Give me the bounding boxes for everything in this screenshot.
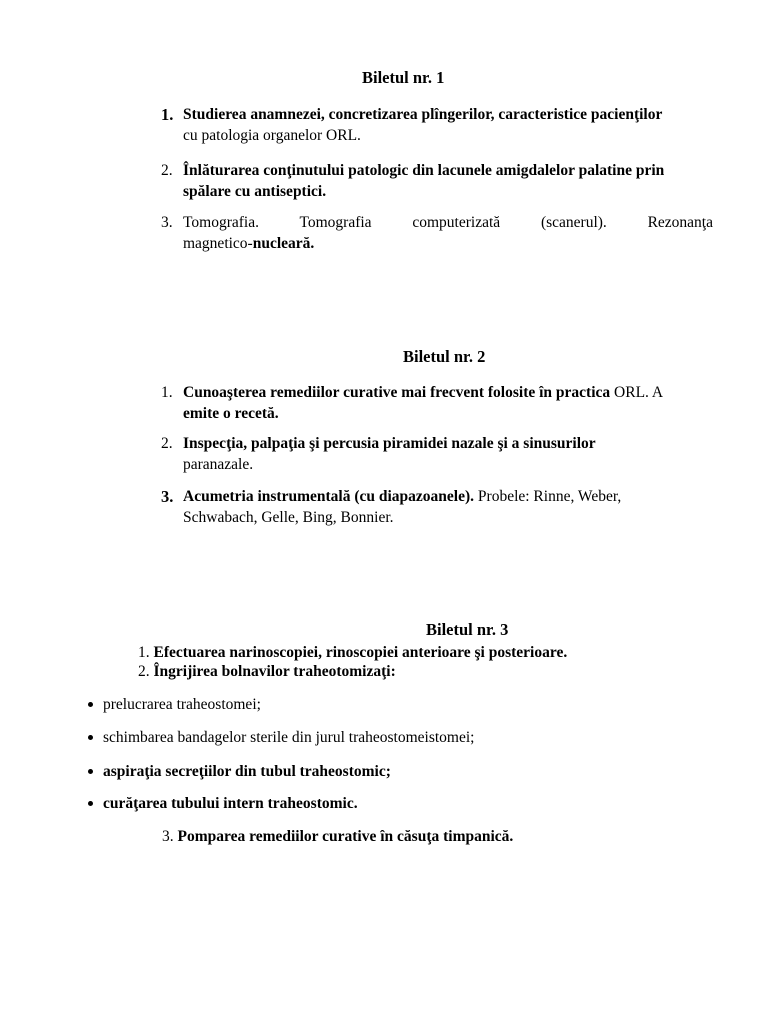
bullet-text: curăţarea tubului intern traheostomic. [103,795,358,812]
question-text-part: Probele: Rinne, Weber, [477,488,622,505]
bullet-text: prelucrarea traheostomei; [103,696,261,713]
question-text-line: Tomografia. Tomografia computerizată (scanerul). Rezonanţa [183,214,713,231]
question-text-line: paranazale. [183,456,254,473]
question-text-line: Înlăturarea conţinutului patologic din lacunele amigdalelor palatine prin [183,162,665,179]
question-number: 3. [162,828,174,845]
bullet-icon [88,702,93,707]
ticket-3-question-2 [138,662,396,681]
question-text-part: Acumetria instrumentală (cu diapazoanele). [183,488,478,505]
question-text-part: nucleară. [252,235,315,252]
question-text-part: ORL. A [614,384,664,401]
ticket-2-question-3 [161,486,713,528]
ticket-1-question-2 [161,160,713,202]
bullet-item [88,728,474,748]
question-text-part: magnetico- [183,235,253,252]
ticket-3-title: Biletul nr. 3 [426,620,509,639]
ticket-1-question-3 [161,212,713,254]
question-text-line: Inspecţia, palpaţia şi percusia piramidei nazale şi a sinusurilor [183,435,596,452]
question-number: 1. [161,384,173,401]
ticket-1-title: Biletul nr. 1 [362,68,445,87]
question-text-line: spălare cu antiseptici. [183,183,327,200]
question-text: Îngrijirea bolnavilor traheotomizaţi: [153,663,396,680]
question-number: 1. [138,644,150,661]
question-text: Pomparea remediilor curative în căsuţa timpanică. [177,828,514,845]
question-text-part: Cunoaşterea remediilor curative mai frecvent folosite în practica [183,384,615,401]
question-text-line: Studierea anamnezei, concretizarea plîngerilor, caracteristice pacienţilor [183,106,663,123]
question-text-line: Schwabach, Gelle, Bing, Bonnier. [183,509,394,526]
bullet-item [88,762,391,782]
question-number: 1. [161,105,174,124]
ticket-2-question-1 [161,382,713,424]
question-text: Efectuarea narinoscopiei, rinoscopiei anterioare şi posterioare. [153,644,568,661]
ticket-1-question-1 [161,104,713,146]
question-text-line: cu patologia organelor ORL. [183,127,361,144]
question-number: 2. [138,663,150,680]
bullet-item [88,794,358,814]
bullet-item [88,695,261,715]
question-text-line: emite o recetă. [183,405,279,422]
question-number: 3. [161,487,174,506]
bullet-icon [88,735,93,740]
ticket-3-question-1 [138,643,567,662]
ticket-2-title: Biletul nr. 2 [403,347,486,366]
bullet-icon [88,801,93,806]
bullet-text: aspiraţia secreţiilor din tubul traheostomic; [103,763,391,780]
question-number: 2. [161,435,173,452]
question-number: 2. [161,162,173,179]
ticket-3-question-3 [162,827,513,846]
bullet-icon [88,769,93,774]
ticket-2-question-2 [161,433,713,475]
question-number: 3. [161,214,173,231]
bullet-text: schimbarea bandagelor sterile din jurul traheostomeistomei; [103,729,475,746]
